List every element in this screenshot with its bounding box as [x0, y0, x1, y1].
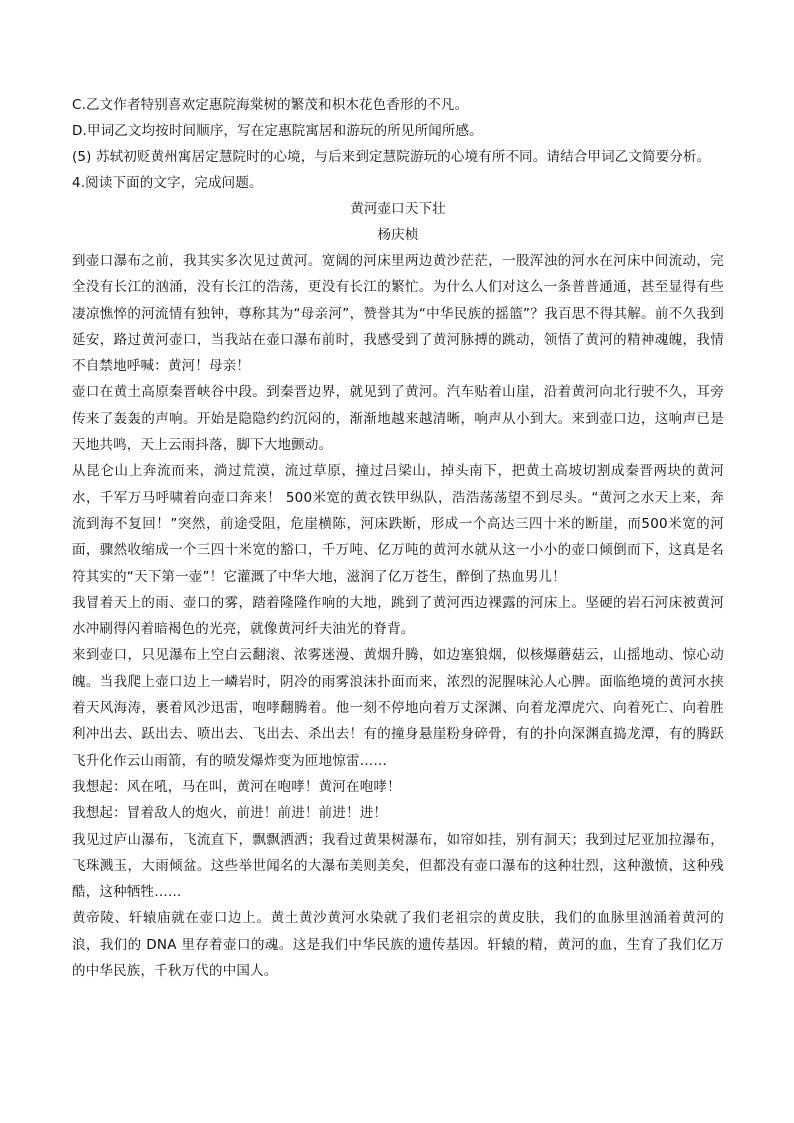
article-title: 黄河壶口天下壮	[350, 201, 446, 217]
option-c: C.乙文作者特别喜欢定惠院海棠树的繁茂和枳木花色香形的不凡。	[72, 97, 469, 113]
paragraph: 从昆仑山上奔流而来，淌过荒漠，流过草原，撞过吕梁山，掉头南下，把黄土高坡切割成秦晋两块的黄河水，千军万马呼啸着向壶口奔来！ 500米宽的黄衣铁甲纵队，浩浩荡荡望不到尽头。“黄河之水天上来，奔流到海不复回！”突然，前途受阻，危崖横陈，河床跌断，形成一个高达三四十米的断崖，而500米宽的河面，骤然收缩成一个三四十米宽的豁口，千万吨、亿万吨的黄河水就从这一小小的壶口倾倒而下，这真是名符其实的“天下第一壶”！它灌溉了中华大地，滋润了亿万苍生，醉倒了热血男儿！	[72, 463, 724, 585]
paragraph: 来到壶口，只见瀑布上空白云翻滚、浓雾迷漫、黄烟升腾，如边塞狼烟，似核爆蘑菇云，山摇地动、惊心动魄。当我爬上壶口边上一嶙岩时，阴冷的雨雾浪沫扑面而来，浓烈的泥腥味沁人心脾。面临绝境的黄河水挟着天风海涛，裹着风沙迅雷，咆哮翻腾着。他一刻不停地向着万丈深渊、向着龙潭虎穴、向着死亡、向着胜利冲出去、跃出去、喷出去、飞出去、杀出去！有的撞身悬崖粉身碎骨，有的扑向深渊直捣龙潭，有的腾跃飞升化作云山雨箭，有的喷发爆炸变为匝地惊雷……	[72, 647, 724, 769]
paragraph: 我见过庐山瀑布，飞流直下，飘飘洒洒；我看过黄果树瀑布，如帘如挂，别有洞天；我到过尼亚加拉瀑布，飞珠溅玉，大雨倾盆。这些举世闻名的大瀑布美则美矣，但都没有壶口瀑布的这种壮烈，这种激愤，这种残酷，这种牺牲……	[72, 831, 724, 901]
paragraph: 我想起：冒着敌人的炮火，前进！前进！前进！进！	[72, 805, 388, 822]
paragraph: 壶口在黄土高原秦晋峡谷中段。到秦晋边界，就见到了黄河。汽车贴着山崖，沿着黄河向北行驶不久，耳旁传来了轰轰的声响。开始是隐隐约约沉闷的，渐渐地越来越清晰，响声从小到大。来到壶口边，这响声已是天地共鸣，天上云雨抖落，脚下大地颤动。	[72, 384, 724, 454]
question-4: 4.阅读下面的文字，完成问题。	[72, 175, 263, 191]
option-d: D.甲词乙文均按时间顺序，写在定惠院寓居和游玩的所见所闻所感。	[72, 123, 483, 139]
paragraph: 我冒着天上的雨、壶口的雾，踏着隆隆作响的大地，跳到了黄河西边裸露的河床上。坚硬的岩石河床被黄河水冲刷得闪着暗褐色的光亮，就像黄河纤夫油光的脊背。	[72, 594, 724, 638]
article-author: 杨庆桢	[377, 227, 419, 243]
paragraph: 到壶口瀑布之前，我其实多次见过黄河。宽阔的河床里两边黄沙茫茫，一股浑浊的河水在河床中间流动，完全没有长江的汹涌，没有长江的浩荡，更没有长江的繁忙。为什么人们对这么一条普普通通，甚至显得有些凄凉憔悴的河流情有独钟，尊称其为“母亲河”，赞誉其为“中华民族的摇篮”？我百思不得其解。前不久我到延安，路过黄河壶口，当我站在壶口瀑布前时，我感受到了黄河脉搏的跳动，领悟了黄河的精神魂魄，我情不自禁地呼喊：黄河！母亲！	[72, 253, 724, 375]
paragraph: 我想起：风在吼，马在叫，黄河在咆哮！黄河在咆哮！	[72, 778, 401, 795]
question-5: (5) 苏轼初贬黄州寓居定慧院时的心境，与后来到定慧院游玩的心境有所不同。请结合甲词乙文简要分析。	[72, 149, 711, 165]
document-page	[72, 92, 724, 984]
paragraph: 黄帝陵、轩辕庙就在壶口边上。黄土黄沙黄河水染就了我们老祖宗的黄皮肤，我们的血脉里汹涌着黄河的浪，我们的 DNA 里存着壶口的魂。这是我们中华民族的遗传基因。轩辕的精，黄河的血，生育了我们亿万的中华民族，千秋万代的中国人。	[72, 910, 724, 980]
